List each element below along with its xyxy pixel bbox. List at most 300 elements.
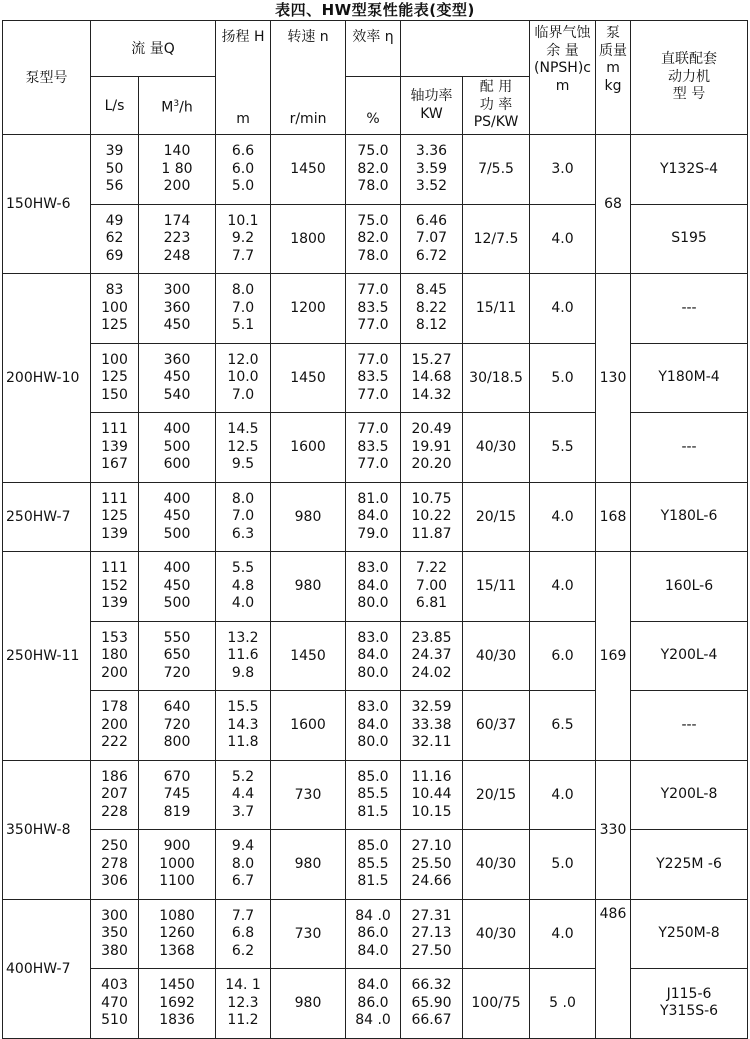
speed-cell: 980 [271,969,346,1039]
npsh-cell: 4.0 [530,552,596,622]
cell-line: 15.5 [227,699,259,715]
cell-line: 27.13 [411,925,452,941]
cell-line: 4.4 [231,786,255,802]
cell-line: --- [681,716,697,733]
cell-line: 400 [163,490,191,507]
cell-line: J115-6 [666,985,712,1002]
cell-line: 5.5 [231,560,255,576]
cell-line: 3.59 [415,160,448,177]
shaft-power-cell [401,204,463,274]
efficiency-cell [346,274,401,344]
cell-line: 20.20 [411,456,452,472]
header-speed [271,21,346,135]
flow-ls-cell [91,413,139,483]
pump-mass-cell: 330 [596,760,631,899]
pump-mass-cell: 130 [596,274,631,483]
cell-line: 300 [163,282,191,298]
npsh-cell: 6.5 [530,691,596,761]
cell-line: 56 [105,178,124,194]
cell-line: S195 [671,230,707,246]
table-row [3,274,748,344]
head-cell [216,552,271,622]
npsh-cell: 4.0 [530,899,596,969]
speed-cell: 1450 [271,135,346,205]
flow-ls-cell [91,135,139,205]
cell-line: 14.68 [411,369,452,385]
cell-line: 11.6 [227,647,259,663]
cell-line: 69 [105,247,124,264]
cell-line: 306 [101,873,128,889]
efficiency-cell [346,899,401,969]
cell-line: 14. 1 [225,977,261,993]
npsh-cell: 6.0 [530,621,596,691]
cell-line: 83.5 [357,369,389,385]
cell-line: 86.0 [357,925,389,941]
matched-power-cell: 7/5.5 [463,135,530,205]
table-row [3,343,748,413]
cell-line: 79.0 [357,525,389,542]
motor-model-cell [631,621,748,691]
cell-line: 178 [101,699,128,715]
speed-cell: 730 [271,899,346,969]
header-efficiency: 效率 η [346,21,401,77]
table-row [3,760,748,830]
shaft-power-cell [401,899,463,969]
flow-m3h-cell [139,413,216,483]
header-flow-ls: L/s [91,77,139,135]
cell-line: 200 [101,664,128,681]
cell-line: 77.0 [357,386,389,403]
cell-line: 9.5 [231,456,255,472]
cell-line: 470 [101,994,128,1011]
flow-ls-cell [91,621,139,691]
efficiency-cell [346,413,401,483]
matched-power-cell: 60/37 [463,691,530,761]
cell-line: 400 [163,421,191,437]
cell-line: 13.2 [227,629,259,646]
cell-line: 1836 [159,1012,195,1028]
speed-cell: 730 [271,760,346,830]
pump-model-cell: 200HW-10 [3,274,91,483]
cell-line: 77.0 [357,421,389,437]
cell-line: 25.50 [411,855,452,872]
npsh-cell: 4.0 [530,482,596,552]
npsh-cell: 5.0 [530,830,596,900]
table-row [3,204,748,274]
matched-power-cell: 20/15 [463,482,530,552]
flow-m3h-cell [139,482,216,552]
cell-line: 84.0 [357,942,389,959]
motor-model-cell [631,969,748,1039]
cell-line: 83.5 [357,438,389,455]
cell-line: 12.0 [227,351,259,368]
efficiency-cell [346,830,401,900]
cell-line: 100 [101,299,128,316]
table-row [3,552,748,622]
head-cell [216,204,271,274]
cell-line: 86.0 [357,994,389,1011]
efficiency-cell [346,691,401,761]
cell-line: 81.5 [357,803,389,820]
shaft-power-cell [401,274,463,344]
header-shaft-power: 轴功率 KW [401,77,463,135]
cell-line: 7.0 [231,386,255,403]
cell-line: 65.90 [411,994,452,1011]
cell-line: 11.16 [411,768,452,785]
cell-line: 403 [101,977,128,993]
cell-line: 23.85 [411,629,452,646]
shaft-power-cell [401,691,463,761]
speed-cell: 1600 [271,413,346,483]
cell-line: 500 [163,438,191,455]
cell-line: 278 [101,855,128,872]
flow-ls-cell [91,482,139,552]
cell-line: 75.0 [357,212,389,229]
shaft-power-cell [401,482,463,552]
cell-line: 24.66 [411,873,452,889]
cell-line: 78.0 [357,247,389,264]
table-row [3,413,748,483]
cell-line: 8.0 [231,282,255,298]
head-cell [216,343,271,413]
cell-line: 77.0 [357,282,389,298]
cell-line: 360 [163,299,191,316]
flow-ls-cell [91,204,139,274]
header-head [216,21,271,135]
matched-power-cell: 40/30 [463,899,530,969]
flow-ls-cell [91,343,139,413]
speed-cell: 980 [271,482,346,552]
cell-line: 80.0 [357,595,389,611]
cell-line: 27.50 [411,942,452,959]
cell-line: 24.37 [411,647,452,663]
cell-line: 12.3 [227,994,259,1011]
flow-m3h-cell [139,204,216,274]
cell-line: 83.5 [357,299,389,316]
shaft-power-cell [401,552,463,622]
cell-line: 228 [101,803,128,820]
cell-line: 207 [101,786,128,802]
flow-ls-cell [91,691,139,761]
cell-line: 400 [163,560,191,576]
cell-line: 450 [163,369,191,385]
efficiency-cell [346,482,401,552]
flow-m3h-cell [139,691,216,761]
cell-line: 111 [101,421,128,437]
cell-line: 20.49 [411,421,452,437]
cell-line: Y315S-6 [659,1003,719,1020]
cell-line: 350 [101,925,128,941]
pump-mass-cell: 486 [596,899,631,1038]
cell-line: 85.5 [357,855,389,872]
cell-line: 200 [101,716,128,733]
motor-model-cell [631,830,748,900]
cell-line: 80.0 [357,664,389,681]
cell-line: 150 [101,386,128,403]
table-row [3,135,748,205]
head-cell [216,899,271,969]
cell-line: Y250M-8 [658,925,720,941]
matched-power-cell: 40/30 [463,413,530,483]
cell-line: 500 [163,595,191,611]
cell-line: 85.5 [357,786,389,802]
matched-power-cell: 12/7.5 [463,204,530,274]
pump-performance-table [2,20,748,1039]
npsh-cell: 3.0 [530,135,596,205]
cell-line: 819 [163,803,191,820]
matched-power-cell: 100/75 [463,969,530,1039]
cell-line: 139 [101,595,128,611]
cell-line: 49 [105,212,124,229]
cell-line: 84.0 [357,716,389,733]
pump-model-cell: 250HW-7 [3,482,91,552]
flow-ls-cell [91,274,139,344]
cell-line: 4.8 [231,577,255,594]
cell-line: 80.0 [357,734,389,750]
cell-line: 250 [101,838,128,854]
cell-line: 10.0 [227,369,259,385]
cell-line: 1080 [159,907,195,924]
cell-line: --- [681,299,697,316]
cell-line: 62 [105,230,124,246]
efficiency-cell [346,969,401,1039]
flow-m3h-cell [139,343,216,413]
cell-line: 19.91 [411,438,452,455]
cell-line: 33.38 [411,716,452,733]
cell-line: 111 [101,560,128,576]
cell-line: 6.7 [231,873,255,889]
shaft-power-cell [401,760,463,830]
speed-cell: 1450 [271,621,346,691]
flow-m3h-cell [139,899,216,969]
motor-model-cell [631,135,748,205]
cell-line: 140 [163,143,191,159]
cell-line: 84.0 [357,647,389,663]
cell-line: 1692 [159,994,195,1011]
cell-line: 83.0 [357,699,389,715]
cell-line: 50 [105,160,124,177]
cell-line: 510 [101,1012,128,1028]
cell-line: Y180M-4 [658,369,720,385]
cell-line: 500 [163,525,191,542]
shaft-power-cell [401,413,463,483]
cell-line: 360 [163,351,191,368]
cell-line: 174 [163,212,191,229]
cell-line: 160L-6 [664,577,714,594]
motor-model-cell [631,899,748,969]
flow-m3h-cell [139,969,216,1039]
cell-line: 75.0 [357,143,389,159]
cell-line: 24.02 [411,664,452,681]
cell-line: 84 .0 [355,1012,391,1028]
cell-line: 600 [163,456,191,472]
header-matched-power: 配 用 功 率 PS/KW [463,77,530,135]
cell-line: 82.0 [357,230,389,246]
matched-power-cell: 40/30 [463,830,530,900]
motor-model-cell [631,691,748,761]
table-body [3,135,748,1039]
cell-line: 5.0 [231,178,255,194]
flow-ls-cell [91,899,139,969]
cell-line: 5.1 [231,317,255,333]
flow-m3h-cell [139,760,216,830]
cell-line: Y180L-6 [660,508,718,524]
shaft-power-cell [401,135,463,205]
cell-line: 66.32 [411,977,452,993]
cell-line: 248 [163,247,191,264]
cell-line: 84.0 [357,508,389,524]
matched-power-cell: 40/30 [463,621,530,691]
cell-line: Y200L-4 [660,647,718,663]
cell-line: Y225M -6 [656,855,722,872]
motor-model-cell [631,482,748,552]
cell-line: Y200L-8 [660,786,718,802]
cell-line: 640 [163,699,191,715]
header-efficiency-unit: % [346,77,401,135]
cell-line: 32.59 [411,699,452,715]
pump-mass-cell: 169 [596,552,631,761]
flow-ls-cell [91,552,139,622]
cell-line: 10.22 [411,508,452,524]
table-row [3,969,748,1039]
cell-line: 27.10 [411,838,452,854]
speed-cell: 1600 [271,691,346,761]
cell-line: 222 [101,734,128,750]
efficiency-cell [346,343,401,413]
cell-line: 8.0 [231,490,255,507]
cell-line: 200 [163,178,191,194]
table-row [3,899,748,969]
header-motor-model: 直联配套 动力机 型 号 [631,21,748,135]
cell-line: 6.72 [415,247,448,264]
cell-line: 100 [101,351,128,368]
head-cell [216,274,271,344]
motor-model-cell [631,274,748,344]
cell-line: 6.8 [231,925,255,941]
cell-line: 8.12 [415,317,448,333]
cell-line: 85.0 [357,768,389,785]
cell-line: 139 [101,438,128,455]
npsh-cell: 5.5 [530,413,596,483]
cell-line: 1260 [159,925,195,941]
table-row [3,482,748,552]
cell-line: 125 [101,369,128,385]
header-flow: 流 量Q [91,21,216,77]
cell-line: 84.0 [357,577,389,594]
cell-line: 6.2 [231,942,255,959]
head-cell [216,482,271,552]
cell-line: 81.5 [357,873,389,889]
cell-line: 83.0 [357,629,389,646]
cell-line: 81.0 [357,490,389,507]
cell-line: 3.36 [415,143,448,159]
cell-line: 1368 [159,942,195,959]
pump-mass-cell: 68 [596,135,631,274]
pump-model-cell: 250HW-11 [3,552,91,761]
flow-ls-cell [91,830,139,900]
pump-model-cell: 350HW-8 [3,760,91,899]
matched-power-cell: 15/11 [463,552,530,622]
cell-line: 11.2 [227,1012,259,1028]
header-speed-label: 转速 n [287,29,329,45]
cell-line: 32.11 [411,734,452,750]
cell-line: 7.0 [231,299,255,316]
cell-line: 1000 [159,855,195,872]
cell-line: 223 [163,230,191,246]
motor-model-cell [631,343,748,413]
efficiency-cell [346,552,401,622]
cell-line: 6.81 [415,595,448,611]
efficiency-cell [346,621,401,691]
motor-model-cell [631,760,748,830]
cell-line: 7.7 [231,247,255,264]
npsh-cell: 4.0 [530,204,596,274]
cell-line: 11.87 [411,525,452,542]
cell-line: 6.3 [231,525,255,542]
header-flow-m3h: $M^3/h$ [139,77,216,135]
cell-line: 14.5 [227,421,259,437]
npsh-cell: 4.0 [530,760,596,830]
cell-line: 450 [163,317,191,333]
efficiency-cell [346,204,401,274]
cell-line: 125 [101,317,128,333]
cell-line: 167 [101,456,128,472]
cell-line: 1100 [159,873,195,889]
cell-line: 125 [101,508,128,524]
cell-line: 9.8 [231,664,255,681]
matched-power-cell: 30/18.5 [463,343,530,413]
cell-line: 8.22 [415,299,448,316]
cell-line: 540 [163,386,191,403]
cell-line: 10.1 [227,212,259,229]
cell-line: 450 [163,508,191,524]
cell-line: 7.0 [231,508,255,524]
cell-line: 180 [101,647,128,663]
cell-line: 800 [163,734,191,750]
cell-line: 745 [163,786,191,802]
cell-line: 85.0 [357,838,389,854]
cell-line: 84 .0 [355,907,391,924]
cell-line: 550 [163,629,191,646]
head-cell [216,969,271,1039]
header-pump-model: 泵型号 [3,21,91,135]
table-title: 表四、HW型泵性能表(变型) [275,1,475,19]
cell-line: 84.0 [357,977,389,993]
flow-ls-cell [91,760,139,830]
speed-cell: 1200 [271,274,346,344]
head-cell [216,760,271,830]
cell-line: 650 [163,647,191,663]
head-cell [216,830,271,900]
flow-m3h-cell [139,830,216,900]
cell-line: 4.0 [231,595,255,611]
npsh-cell: 5.0 [530,343,596,413]
speed-cell: 980 [271,830,346,900]
speed-cell: 980 [271,552,346,622]
cell-line: 7.22 [415,560,448,576]
cell-line: 66.67 [411,1012,452,1028]
matched-power-cell: 15/11 [463,274,530,344]
cell-line: 186 [101,768,128,785]
flow-m3h-cell [139,621,216,691]
shaft-power-cell [401,969,463,1039]
cell-line: 670 [163,768,191,785]
table-row [3,621,748,691]
cell-line: Y132S-4 [659,160,719,177]
motor-model-cell [631,204,748,274]
speed-cell: 1800 [271,204,346,274]
flow-m3h-cell [139,274,216,344]
